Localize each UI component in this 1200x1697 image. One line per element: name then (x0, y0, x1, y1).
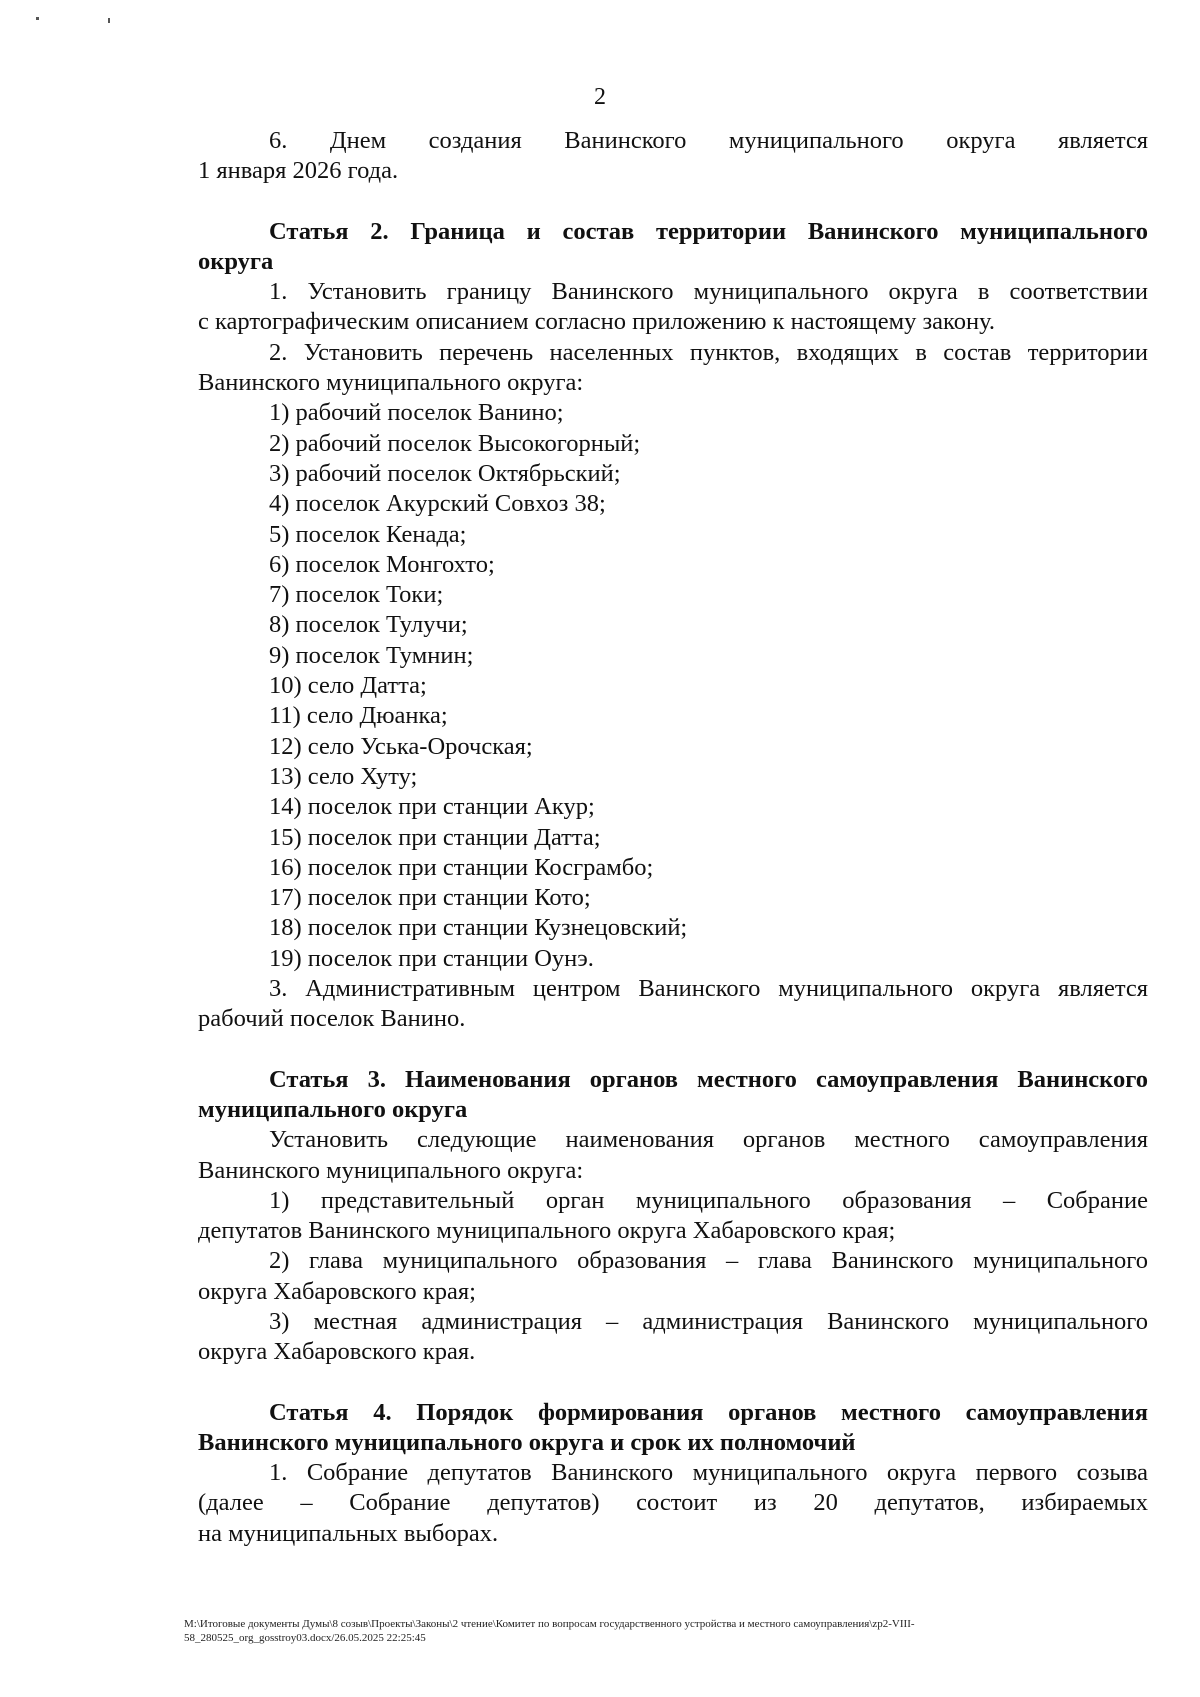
settlement-list (198, 398, 1148, 974)
list-item: 19) поселок при станции Оунэ. (269, 944, 594, 972)
paragraph-line: округа Хабаровского края. (198, 1338, 476, 1366)
list-item: 11) село Дюанка; (269, 702, 448, 730)
paragraph-line: на муниципальных выборах. (198, 1519, 499, 1547)
paragraph-line: депутатов Ванинского муниципального округа Хабаровского края; (198, 1217, 896, 1245)
page-number: 2 (594, 84, 606, 110)
article-3-heading-cont: муниципального округа (198, 1095, 468, 1123)
scan-speck (36, 17, 39, 20)
list-item: 2) рабочий поселок Высокогорный; (269, 429, 641, 457)
list-item: 17) поселок при станции Кото; (269, 884, 591, 912)
paragraph-line: (далее – Собрание депутатов) состоит из 20 депутатов, избираемых (198, 1489, 1148, 1517)
paragraph-line: 6. Днем создания Ванинского муниципального округа является (269, 127, 1148, 154)
paragraph-line: с картографическим описанием согласно приложению к настоящему закону. (198, 308, 995, 336)
article-3-heading: Статья 3. Наименования органов местного самоуправления Ванинского (269, 1065, 1148, 1093)
scan-speck (108, 18, 110, 23)
list-item: 16) поселок при станции Косграмбо; (269, 853, 654, 881)
article-4-heading-cont: Ванинского муниципального округа и срок их полномочий (198, 1428, 856, 1456)
paragraph-line: Ванинского муниципального округа: (198, 369, 584, 397)
article-4-heading: Статья 4. Порядок формирования органов местного самоуправления (269, 1398, 1148, 1426)
list-item: 6) поселок Монгохто; (269, 550, 495, 578)
article-2-heading: Статья 2. Граница и состав территории Ванинского муниципального (269, 217, 1148, 245)
list-item: 1) рабочий поселок Ванино; (269, 399, 564, 427)
paragraph-line: 1) представительный орган муниципального образования – Собрание (269, 1186, 1148, 1214)
list-item: 13) село Хуту; (269, 762, 418, 790)
paragraph-line: 1. Собрание депутатов Ванинского муниципального округа первого созыва (269, 1459, 1148, 1487)
list-item: 10) село Датта; (269, 672, 427, 700)
paragraph-line: рабочий поселок Ванино. (198, 1005, 466, 1033)
list-item: 3) рабочий поселок Октябрьский; (269, 459, 621, 487)
list-item: 8) поселок Тулучи; (269, 611, 468, 639)
paragraph-line: 1. Установить границу Ванинского муниципального округа в соответствии (269, 278, 1148, 306)
footer-line: 58_280525_org_gosstroy03.docx/26.05.2025 22:25:45 (184, 1632, 426, 1644)
paragraph-line: Установить следующие наименования органов местного самоуправления (269, 1126, 1148, 1154)
article-2-heading-cont: округа (198, 247, 274, 275)
paragraph-line: Ванинского муниципального округа: (198, 1156, 584, 1184)
document-body (198, 126, 1148, 1549)
paragraph-line: 2) глава муниципального образования – глава Ванинского муниципального (269, 1247, 1148, 1275)
list-item: 5) поселок Кенада; (269, 520, 467, 548)
file-path-footer (184, 1617, 1150, 1645)
list-item: 4) поселок Акурский Совхоз 38; (269, 490, 606, 518)
paragraph-line: 3. Административным центром Ванинского муниципального округа является (269, 975, 1148, 1003)
list-item: 7) поселок Токи; (269, 581, 444, 609)
list-item: 18) поселок при станции Кузнецовский; (269, 914, 688, 942)
footer-line: M:\Итоговые документы Думы\8 созыв\Проекты\Законы\2 чтение\Комитет по вопросам государственного устройства и местного самоуправления\zp2-VIII- (184, 1618, 915, 1630)
paragraph-line: 2. Установить перечень населенных пунктов, входящих в состав территории (269, 338, 1148, 366)
list-item: 9) поселок Тумнин; (269, 641, 474, 669)
list-item: 12) село Уська-Орочская; (269, 732, 533, 760)
paragraph-line: 1 января 2026 года. (198, 157, 399, 185)
paragraph-line: округа Хабаровского края; (198, 1277, 476, 1305)
paragraph-line: 3) местная администрация – администрация Ванинского муниципального (269, 1307, 1148, 1335)
list-item: 15) поселок при станции Датта; (269, 823, 601, 851)
list-item: 14) поселок при станции Акур; (269, 793, 595, 821)
